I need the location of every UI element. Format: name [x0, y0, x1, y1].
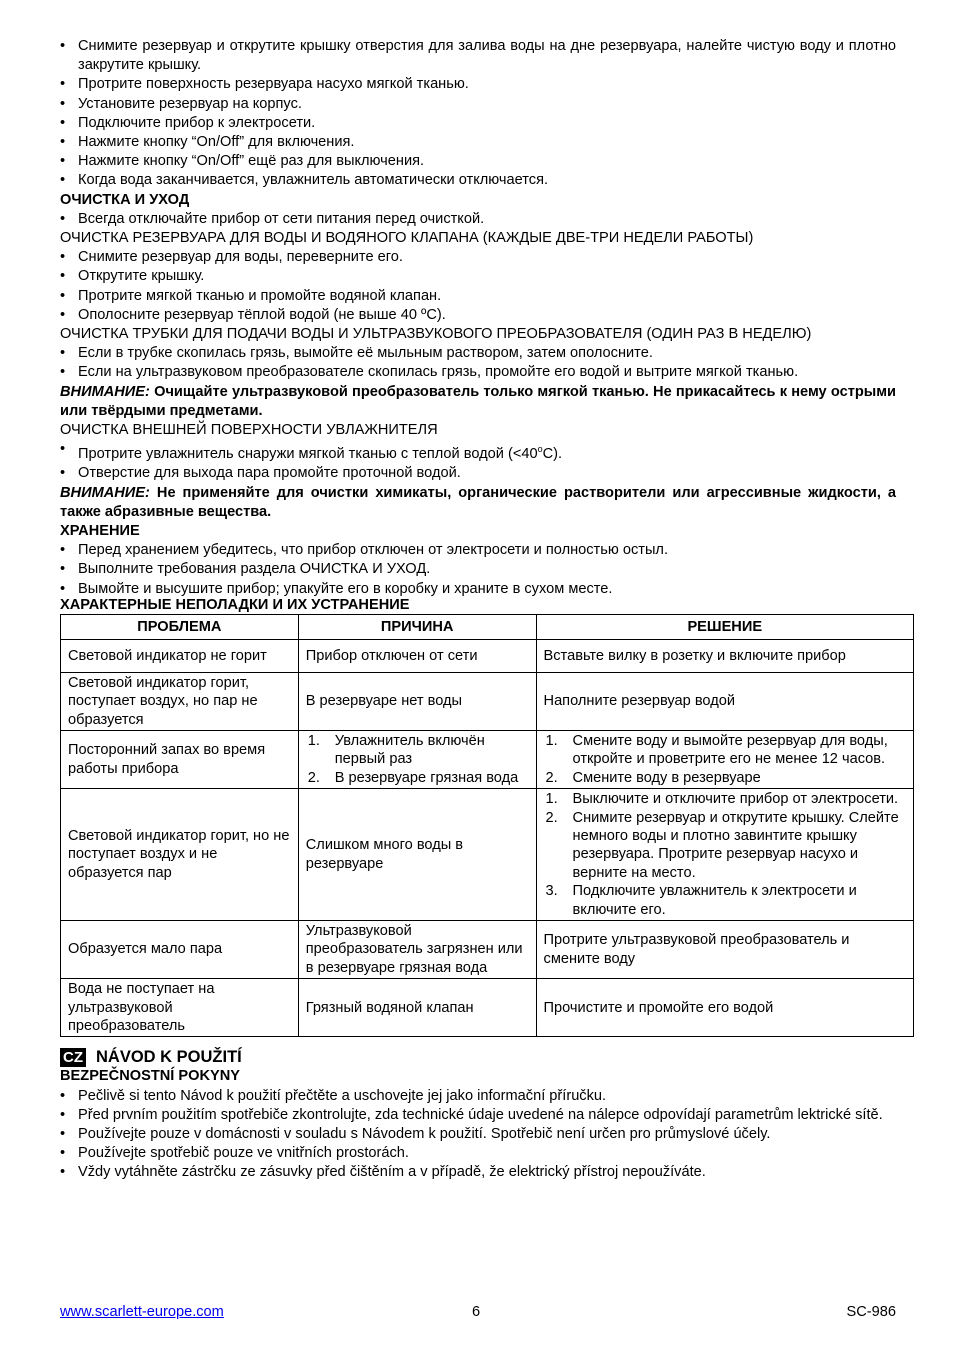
- list-item: • Снимите резервуар и открутите крышку отверстия для залива воды на дне резервуара, налейте чистую воду и плотно закрутите крышку.: [60, 37, 896, 75]
- list-item: • Vždy vytáhněte zástrčku ze zásuvky před čištěním a v případě, že elektrický přístroj nepoužíváte.: [60, 1163, 896, 1182]
- page-footer: [60, 1303, 896, 1323]
- list-item-text: Смените воду и вымойте резервуар для воды, откройте и проветрите его не менее 12 часов.: [572, 732, 888, 768]
- list-item: • Подключите прибор к электросети.: [60, 114, 896, 133]
- degree-mark: o: [537, 444, 543, 455]
- list-item: • Отверстие для выхода пара промойте проточной водой.: [60, 464, 896, 483]
- list-item: [60, 440, 896, 464]
- cause-cell: [298, 730, 536, 788]
- list-item-text: Снимите резервуар и открутите крышку. Слейте немного воды и плотно завинтите крышку резервуара. Протрите резервуар насухо и верните на место.: [572, 809, 899, 881]
- list-item-text: Выключите и отключите прибор от электросети.: [572, 791, 899, 808]
- list-item: [306, 732, 529, 769]
- cause-list: [306, 732, 529, 787]
- warning-label: ВНИМАНИЕ:: [60, 484, 150, 501]
- list-item: • Установите резервуар на корпус.: [60, 95, 896, 114]
- list-item-text: Подключите увлажнитель к электросети и включите его.: [572, 883, 857, 918]
- problem-cell: Световой индикатор горит, но не поступает воздух и не образуется пар: [61, 789, 299, 921]
- list-item: • Používejte pouze v domácnosti v souladu s Návodem k použití. Spotřebič není určen pro průmyslové účely.: [60, 1125, 896, 1144]
- list-item: • Протрите поверхность резервуара насухо мягкой тканью.: [60, 75, 896, 94]
- warning-label: ВНИМАНИЕ:: [60, 383, 150, 400]
- warning-text: Очищайте ультразвуковой преобразователь только мягкой тканью. Не прикасайтесь к нему острыми или твёрдыми предметами.: [60, 383, 896, 419]
- list-item-text: В резервуаре грязная вода: [334, 769, 519, 786]
- warning-note: [60, 383, 896, 421]
- list-item: [544, 882, 906, 919]
- list-item: • Вымойте и высушите прибор; упакуйте его в коробку и храните в сухом месте.: [60, 580, 896, 599]
- usage-steps-list: [60, 37, 896, 191]
- cause-cell: Слишком много воды в резервуаре: [298, 789, 536, 921]
- list-item: • Ополосните резервуар тёплой водой (не выше 40 ºС).: [60, 306, 896, 325]
- list-item: • Před prvním použitím spotřebiče zkontrolujte, zda technické údaje uvedené na nálepce odpovídají parametrům lektrické sítě.: [60, 1106, 896, 1125]
- outer-cleaning-heading: ОЧИСТКА ВНЕШНЕЙ ПОВЕРХНОСТИ УВЛАЖНИТЕЛЯ: [60, 422, 438, 439]
- tube-cleaning-heading: ОЧИСТКА ТРУБКИ ДЛЯ ПОДАЧИ ВОДЫ И УЛЬТРАЗВУКОВОГО ПРЕОБРАЗОВАТЕЛЯ (ОДИН РАЗ В НЕДЕЛЮ): [60, 326, 812, 343]
- list-item: • Нажмите кнопку “On/Off” ещё раз для выключения.: [60, 152, 896, 171]
- cause-cell: Ультразвуковой преобразователь загрязнен или в резервуаре грязная вода: [298, 921, 536, 979]
- table-row: [61, 789, 914, 921]
- section-title-text: NÁVOD K POUŽITÍ: [96, 1048, 242, 1067]
- storage-list: [60, 541, 896, 599]
- column-header-cause: ПРИЧИНА: [298, 614, 536, 639]
- solution-cell: Наполните резервуар водой: [536, 672, 913, 730]
- list-number: 1.: [545, 791, 558, 808]
- solution-cell: Прочистите и промойте его водой: [536, 979, 913, 1037]
- website-link[interactable]: www.scarlett-europe.com: [60, 1304, 224, 1320]
- list-item: [544, 790, 906, 808]
- troubleshooting-table: [60, 614, 914, 1038]
- list-number: 3.: [545, 883, 558, 900]
- list-item-text: С).: [542, 446, 563, 463]
- solution-list: [544, 790, 906, 919]
- warning-text: Не применяйте для очистки химикаты, органические растворители или агрессивные жидкости, а также абразивные вещества.: [60, 484, 896, 520]
- table-row: [61, 979, 914, 1037]
- list-item: [544, 732, 906, 769]
- list-item: • Pečlivě si tento Návod k použití přečtěte a uschovejte jej jako informační příručku.: [60, 1087, 896, 1106]
- outer-cleaning-list: [60, 440, 896, 483]
- list-item-text: Протрите увлажнитель снаружи мягкой тканью с теплой водой (<40: [78, 446, 538, 463]
- table-row: [61, 639, 914, 672]
- cause-cell: В резервуаре нет воды: [298, 672, 536, 730]
- list-item: • Когда вода заканчивается, увлажнитель автоматически отключается.: [60, 171, 896, 190]
- list-number: 2.: [545, 809, 558, 826]
- list-number: 2.: [307, 769, 320, 786]
- solution-cell: [536, 789, 913, 921]
- list-item: • Протрите мягкой тканью и промойте водяной клапан.: [60, 287, 896, 306]
- solution-cell: Протрите ультразвуковой преобразователь и смените воду: [536, 921, 913, 979]
- safety-list: [60, 1087, 896, 1183]
- list-number: 1.: [545, 732, 558, 749]
- list-item: • Перед хранением убедитесь, что прибор отключен от электросети и полностью остыл.: [60, 541, 896, 560]
- tank-cleaning-heading: ОЧИСТКА РЕЗЕРВУАРА ДЛЯ ВОДЫ И ВОДЯНОГО КЛАПАНА (КАЖДЫЕ ДВЕ-ТРИ НЕДЕЛИ РАБОТЫ): [60, 230, 754, 247]
- solution-cell: Вставьте вилку в розетку и включите прибор: [536, 639, 913, 672]
- model-number: SC-986: [846, 1304, 896, 1320]
- cause-cell: Грязный водяной клапан: [298, 979, 536, 1037]
- solution-cell: [536, 730, 913, 788]
- problem-cell: Световой индикатор не горит: [61, 639, 299, 672]
- tube-cleaning-list: [60, 344, 896, 382]
- problem-cell: Вода не поступает на ультразвуковой преобразователь: [61, 979, 299, 1037]
- warning-note: [60, 484, 896, 522]
- problem-cell: Образуется мало пара: [61, 921, 299, 979]
- table-row: [61, 730, 914, 788]
- list-number: 1.: [307, 732, 320, 749]
- list-item: [306, 769, 529, 787]
- list-item: • Всегда отключайте прибор от сети питания перед очисткой.: [60, 210, 896, 229]
- cause-cell: Прибор отключен от сети: [298, 639, 536, 672]
- storage-heading: ХРАНЕНИЕ: [60, 522, 140, 539]
- list-item: • Нажмите кнопку “On/Off” для включения.: [60, 133, 896, 152]
- cleaning-list: [60, 210, 896, 229]
- manual-page: [60, 37, 899, 1183]
- solution-list: [544, 732, 906, 787]
- list-item-text: Увлажнитель включён первый раз: [334, 732, 485, 768]
- table-row: [61, 672, 914, 730]
- list-item: [544, 809, 906, 883]
- cz-section-title: [60, 1047, 896, 1067]
- list-number: 2.: [545, 769, 558, 786]
- cleaning-heading: ОЧИСТКА И УХОД: [60, 191, 190, 208]
- table-row: [61, 921, 914, 979]
- list-item: [544, 769, 906, 787]
- list-item: • Používejte spotřebič pouze ve vnitřních prostorách.: [60, 1144, 896, 1163]
- list-item: • Открутите крышку.: [60, 267, 896, 286]
- problem-cell: Световой индикатор горит, поступает воздух, но пар не образуется: [61, 672, 299, 730]
- column-header-problem: ПРОБЛЕМА: [61, 614, 299, 639]
- tank-cleaning-list: [60, 248, 896, 325]
- problem-cell: Посторонний запах во время работы прибора: [61, 730, 299, 788]
- language-badge: CZ: [60, 1048, 86, 1067]
- list-item: • Снимите резервуар для воды, переверните его.: [60, 248, 896, 267]
- list-item: • Если на ультразвуковом преобразователе скопилась грязь, промойте его водой и вытрите мягкой тканью.: [60, 363, 896, 382]
- list-item: • Если в трубке скопилась грязь, вымойте её мыльным раствором, затем ополосните.: [60, 344, 896, 363]
- safety-heading: BEZPEČNOSTNÍ POKYNY: [60, 1068, 241, 1085]
- column-header-solution: РЕШЕНИЕ: [536, 614, 913, 639]
- list-item-text: Смените воду в резервуаре: [572, 769, 761, 786]
- table-header-row: [61, 614, 914, 639]
- troubleshooting-heading: ХАРАКТЕРНЫЕ НЕПОЛАДКИ И ИХ УСТРАНЕНИЕ: [60, 596, 410, 613]
- page-number: 6: [472, 1304, 481, 1320]
- list-item: • Выполните требования раздела ОЧИСТКА И УХОД.: [60, 560, 896, 579]
